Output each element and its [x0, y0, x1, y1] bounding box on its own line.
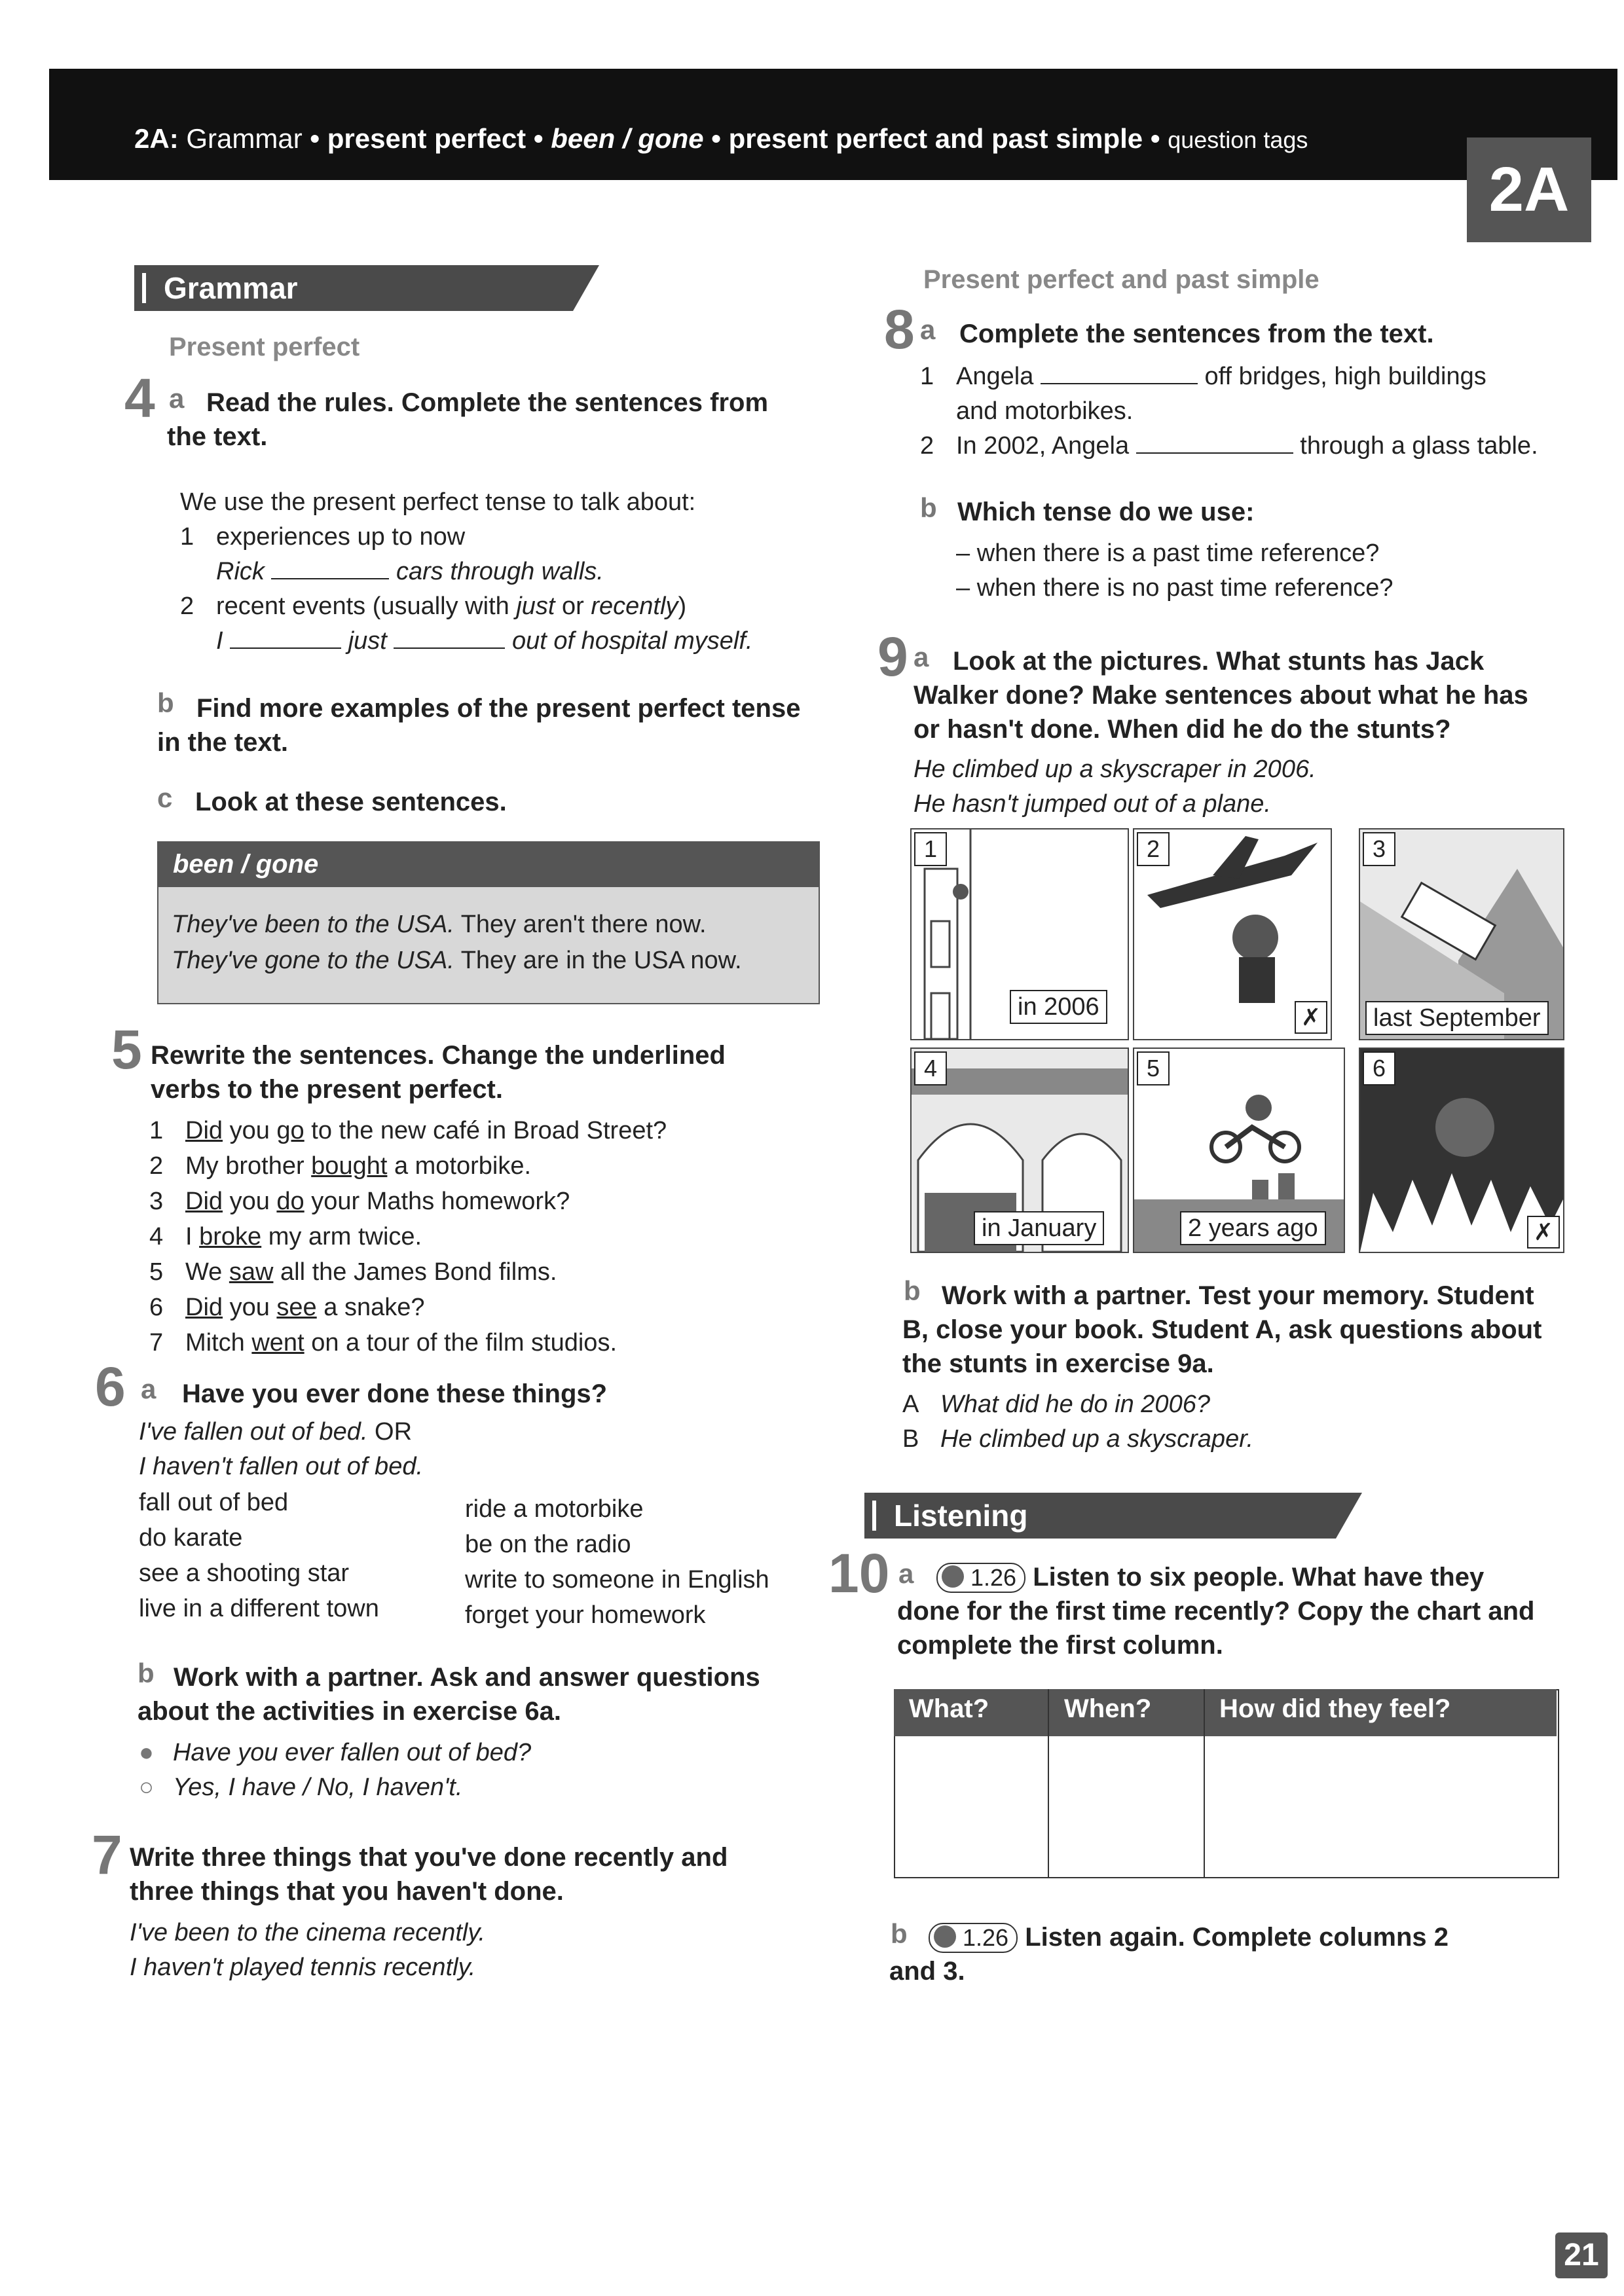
example-text: I've fallen out of bed.: [139, 1418, 368, 1446]
or-label: OR: [367, 1418, 413, 1446]
speaker-bullet-icon: ●: [139, 1739, 154, 1766]
item-text: a snake?: [316, 1294, 425, 1321]
exercise-8-sentence-1-cont: and motorbikes.: [956, 397, 1134, 425]
header-part1: Grammar: [178, 123, 303, 154]
sentence-text: through a glass table.: [1300, 432, 1538, 460]
unit-badge: 2A: [1467, 137, 1591, 242]
exercise-6a-example-1: [139, 1414, 412, 1449]
exercise-4c-letter: c: [157, 782, 173, 813]
rule-intro: We use the present perfect tense to talk about:: [180, 488, 696, 516]
header-part5: question tags: [1168, 126, 1308, 153]
underlined-verb: Did: [185, 1294, 223, 1321]
list-item: do karate: [139, 1524, 243, 1552]
exercise-10b-instruction-line1: [929, 1920, 1449, 1955]
speaker-circle-icon: ○: [139, 1774, 154, 1801]
been-gone-line-1: [172, 907, 707, 942]
exercise-7-example-1: I've been to the cinema recently.: [130, 1919, 486, 1946]
picture-number: 2: [1137, 832, 1170, 866]
exercise-4b-letter: b: [157, 687, 174, 718]
exercise-7-instruction-line2: three things that you haven't done.: [130, 1877, 564, 1906]
instruction-text: Listen again. Complete columns 2: [1018, 1923, 1449, 1952]
header-sep: •: [1143, 123, 1168, 154]
instruction-text: Listen to six people. What have they: [1025, 1563, 1485, 1592]
speaker-text: What did he do in 2006?: [940, 1391, 1210, 1418]
picture-number: 3: [1363, 832, 1395, 866]
rule-1: [180, 519, 465, 555]
item-number: 7: [149, 1329, 164, 1357]
answer-line: [139, 1770, 462, 1805]
item-text: you: [223, 1188, 277, 1215]
exercise-8-number: 8: [884, 299, 915, 360]
header-part3: been / gone: [551, 123, 704, 154]
exercise-10b-instruction-line2: and 3.: [889, 1957, 965, 1986]
exercise-9a-instruction-line3: or hasn't done. When did he do the stunts?: [913, 715, 1451, 744]
exercise-4a-letter: a: [169, 383, 185, 414]
grammar-section-bar: Grammar: [134, 265, 573, 311]
answer-blank[interactable]: [1136, 430, 1293, 454]
exercise-5-list: [149, 1113, 667, 1360]
exercise-6a-example-2: I haven't fallen out of bed.: [139, 1453, 424, 1480]
exercise-10b-letter: b: [891, 1918, 908, 1949]
rule-2-example-a: I: [216, 627, 223, 655]
exercise-10a-instruction-line2: done for the first time recently? Copy the chart and: [897, 1597, 1535, 1626]
exercise-5-instruction-line1: Rewrite the sentences. Change the underlined: [151, 1041, 726, 1070]
list-item: fall out of bed: [139, 1489, 289, 1516]
question-text: Have you ever fallen out of bed?: [173, 1739, 532, 1766]
listening-section-bar: Listening: [864, 1493, 1336, 1539]
header-sep: •: [526, 123, 551, 154]
picture-5-motorbike: [1133, 1048, 1345, 1253]
list-item: [149, 1113, 667, 1148]
picture-4-bridge: [910, 1048, 1129, 1253]
underlined-verb: see: [276, 1294, 317, 1321]
exercise-8b-instruction: Which tense do we use:: [957, 498, 1255, 526]
exercise-7-example-2: I haven't played tennis recently.: [130, 1954, 476, 1981]
underlined-verb: do: [276, 1188, 304, 1215]
item-text: My brother: [185, 1152, 312, 1180]
rule-1-text: experiences up to now: [216, 523, 466, 551]
exercise-8b-letter: b: [920, 492, 937, 523]
exercise-7-instruction-line1: Write three things that you've done recently and: [130, 1843, 728, 1872]
exercise-9b-instruction-line2: B, close your book. Student A, ask questions about: [902, 1315, 1542, 1344]
exercise-4b-instruction-line1: Find more examples of the present perfect tense: [196, 694, 801, 723]
exercise-9b-instruction-line1: Work with a partner. Test your memory. Student: [942, 1281, 1534, 1310]
list-item: [149, 1290, 667, 1325]
column-header-feel: How did they feel?: [1219, 1694, 1451, 1723]
header-part4: present perfect and past simple: [728, 123, 1143, 154]
exercise-10a-instruction-line3: complete the first column.: [897, 1631, 1223, 1660]
been-gone-line-1a: They've been to the USA.: [172, 911, 454, 938]
exercise-8-sentence-1: [920, 359, 1486, 394]
list-item: live in a different town: [139, 1595, 379, 1622]
header-title: [134, 123, 1308, 155]
list-item: ride a motorbike: [465, 1495, 644, 1523]
rule-2-end: ): [678, 592, 687, 620]
exercise-6a-letter: a: [141, 1374, 157, 1404]
column-divider: [1048, 1689, 1049, 1877]
picture-label: last September: [1365, 1001, 1549, 1035]
list-item: forget your homework: [465, 1601, 706, 1629]
answer-blank[interactable]: [1041, 361, 1198, 384]
underlined-verb: bought: [311, 1152, 388, 1180]
rule-2: [180, 589, 686, 624]
answer-blank[interactable]: [230, 625, 341, 649]
answer-text: Yes, I have / No, I haven't.: [173, 1774, 463, 1801]
exercise-9a-letter: a: [913, 642, 929, 672]
rule-1-example-b: cars through walls.: [396, 558, 604, 585]
underlined-verb: broke: [199, 1223, 262, 1250]
exercise-8-sentence-2: [920, 428, 1538, 464]
rule-2-example: [216, 623, 752, 659]
question-line: [139, 1735, 531, 1770]
cross-mark-icon: ✗: [1295, 1001, 1327, 1034]
exercise-4c-instruction: Look at these sentences.: [195, 788, 507, 816]
exercise-7-number: 7: [92, 1824, 122, 1886]
rule-2-number: 2: [180, 592, 194, 620]
audio-track-badge[interactable]: 1.26: [936, 1563, 1025, 1593]
item-text: to the new café in Broad Street?: [304, 1117, 667, 1144]
rule-1-number: 1: [180, 523, 194, 551]
exercise-9a-instruction-line2: Walker done? Make sentences about what he has: [913, 681, 1528, 710]
sentence-text: In 2002, Angela: [956, 432, 1130, 460]
exercise-4a-instruction-line2: the text.: [167, 422, 268, 451]
exercise-8b-option-2: – when there is no past time reference?: [956, 574, 1393, 602]
speaker-text: He climbed up a skyscraper.: [940, 1425, 1254, 1453]
picture-3-truck: [1359, 828, 1564, 1040]
been-gone-line-1b: They aren't there now.: [454, 911, 707, 938]
list-item: [149, 1254, 667, 1290]
speaker-label: B: [902, 1425, 919, 1453]
exercise-4-number: 4: [124, 367, 155, 429]
exercise-9a-example-2: He hasn't jumped out of a plane.: [913, 790, 1271, 818]
exercise-10a-instruction-line1: [936, 1559, 1484, 1595]
column-header-when: When?: [1064, 1694, 1152, 1723]
been-gone-line-2b: They are in the USA now.: [454, 947, 742, 974]
exercise-9a-example-1: He climbed up a skyscraper in 2006.: [913, 756, 1316, 783]
item-number: 2: [920, 432, 934, 460]
rule-2-text-a: recent events (usually with: [216, 592, 517, 620]
item-number: 2: [149, 1152, 164, 1180]
exercise-6b-letter: b: [138, 1658, 155, 1688]
exercise-4b-instruction-line2: in the text.: [157, 728, 289, 757]
exercise-10-number: 10: [828, 1542, 890, 1604]
exercise-9b-speaker-a: [902, 1387, 1210, 1422]
audio-track-badge[interactable]: 1.26: [929, 1923, 1018, 1953]
answer-blank[interactable]: [394, 625, 505, 649]
rule-1-example: [216, 554, 604, 589]
rule-2-example-c: out of hospital myself.: [511, 627, 753, 655]
underlined-verb: go: [276, 1117, 304, 1144]
item-text: you: [223, 1117, 277, 1144]
item-number: 3: [149, 1188, 164, 1215]
rule-1-example-a: Rick: [216, 558, 265, 585]
header-sep: •: [703, 123, 729, 154]
exercise-5-number: 5: [111, 1019, 142, 1080]
item-number: 4: [149, 1223, 164, 1250]
been-gone-title: been / gone: [157, 841, 819, 887]
list-item: [149, 1184, 667, 1219]
list-item: [149, 1325, 667, 1360]
picture-2-plane: [1133, 828, 1332, 1040]
picture-6-fire: [1359, 1048, 1564, 1253]
answer-blank[interactable]: [271, 556, 389, 579]
underlined-verb: went: [251, 1329, 304, 1357]
exercise-9a-instruction-line1: Look at the pictures. What stunts has Jack: [953, 647, 1485, 676]
exercise-6a-instruction: Have you ever done these things?: [182, 1379, 608, 1408]
item-number: 1: [920, 363, 934, 390]
exercise-9b-speaker-b: [902, 1421, 1253, 1457]
underlined-verb: saw: [229, 1258, 274, 1286]
item-text: you: [223, 1294, 277, 1321]
rule-2-recently: recently: [591, 592, 678, 620]
picture-number: 6: [1363, 1051, 1395, 1085]
list-item: be on the radio: [465, 1531, 631, 1558]
activities-col-1: [139, 1485, 379, 1626]
picture-number: 1: [914, 832, 947, 866]
list-item: write to someone in English: [465, 1566, 769, 1594]
item-text: We: [185, 1258, 229, 1286]
header-part2: present perfect: [327, 123, 526, 154]
exercise-6b-instruction-line2: about the activities in exercise 6a.: [138, 1697, 561, 1726]
exercise-10a-letter: a: [898, 1558, 914, 1589]
sentence-text: off bridges, high buildings: [1204, 363, 1486, 390]
list-item: [149, 1148, 667, 1184]
header-sep: •: [302, 123, 327, 154]
picture-label: 2 years ago: [1180, 1211, 1326, 1245]
exercise-5-instruction-line2: verbs to the present perfect.: [151, 1075, 503, 1104]
underlined-verb: Did: [185, 1117, 223, 1144]
exercise-4a-instruction-line1: Read the rules. Complete the sentences from: [206, 388, 769, 417]
present-perfect-past-simple-subhead: Present perfect and past simple: [923, 265, 1320, 294]
cross-mark-icon: ✗: [1527, 1216, 1560, 1248]
exercise-6-number: 6: [95, 1356, 126, 1417]
column-header-what: What?: [909, 1694, 989, 1723]
item-text: all the James Bond films.: [273, 1258, 557, 1286]
page-number: 21: [1555, 2232, 1608, 2278]
item-number: 5: [149, 1258, 164, 1286]
activities-col-2: [465, 1491, 769, 1633]
picture-number: 5: [1137, 1051, 1170, 1085]
picture-label: in January: [974, 1211, 1104, 1245]
underlined-verb: Did: [185, 1188, 223, 1215]
item-text: my arm twice.: [261, 1223, 422, 1250]
item-text: Mitch: [185, 1329, 252, 1357]
present-perfect-subhead: Present perfect: [169, 333, 360, 361]
list-item: see a shooting star: [139, 1559, 350, 1587]
item-text: I: [185, 1223, 200, 1250]
item-text: your Maths homework?: [304, 1188, 570, 1215]
rule-2-example-b: just: [348, 627, 387, 655]
exercise-6b-instruction-line1: Work with a partner. Ask and answer questions: [174, 1663, 760, 1692]
rule-2-or: or: [555, 592, 591, 620]
column-divider: [1204, 1689, 1205, 1877]
exercise-9b-letter: b: [904, 1275, 921, 1306]
exercise-9b-instruction-line3: the stunts in exercise 9a.: [902, 1349, 1214, 1378]
sentence-text: Angela: [956, 363, 1034, 390]
exercise-8b-option-1: – when there is a past time reference?: [956, 539, 1380, 567]
exercise-8a-letter: a: [920, 314, 936, 345]
item-text: a motorbike.: [387, 1152, 532, 1180]
picture-number: 4: [914, 1051, 947, 1085]
item-number: 6: [149, 1294, 164, 1321]
been-gone-line-2a: They've gone to the USA.: [172, 947, 454, 974]
been-gone-line-2: [172, 943, 742, 978]
picture-label: in 2006: [1010, 990, 1107, 1024]
item-text: on a tour of the film studios.: [304, 1329, 617, 1357]
exercise-9-number: 9: [877, 626, 908, 687]
list-item: [149, 1219, 667, 1254]
picture-1-skyscraper: [910, 828, 1129, 1040]
header-unit: 2A:: [134, 123, 179, 154]
speaker-label: A: [902, 1391, 919, 1418]
rule-2-just: just: [516, 592, 555, 620]
item-number: 1: [149, 1117, 164, 1144]
exercise-8a-instruction: Complete the sentences from the text.: [959, 319, 1434, 348]
